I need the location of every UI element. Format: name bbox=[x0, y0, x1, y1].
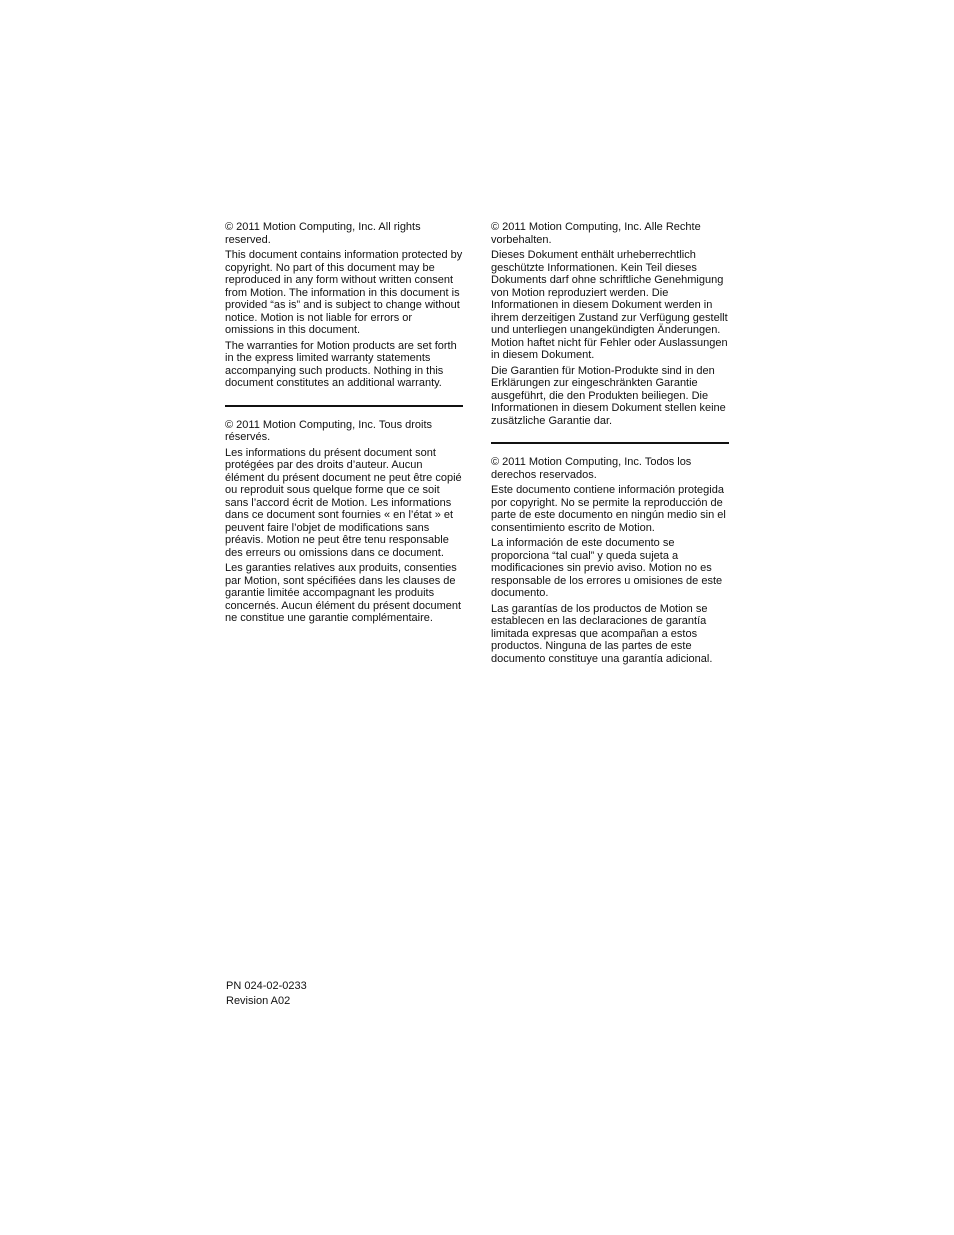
spanish-paragraph-warranty: Las garantías de los productos de Motion se establecen en las declaraciones de garantía limitada expresas que acompañan a estos productos. Ninguna de las partes de este documento constituye una garantía adicional. bbox=[491, 602, 713, 665]
part-number: PN 024-02-0233 bbox=[226, 980, 307, 992]
section-divider bbox=[491, 442, 729, 444]
section-divider bbox=[225, 405, 463, 407]
spanish-copyright: © 2011 Motion Computing, Inc. Todos los derechos reservados. bbox=[491, 456, 692, 481]
spanish-paragraph-as-is: La información de este documento se proporciona “tal cual” y queda sujeta a modificaciones sin previo aviso. Motion no es responsable de los errores u omisiones de este documento. bbox=[491, 537, 723, 599]
german-paragraph-copyright: Dieses Dokument enthält urheberrechtlich geschützte Informationen. Kein Teil dieses Dokuments darf ohne schriftliche Genehmigung von Motion reproduziert werden. Die Informationen in diesem Dokument werden in ihrem derzeitigen Zustand zur Verfügung gestellt und unterliegen unangekündigten Änderungen. Motion haftet nicht für Fehler oder Auslassungen in diesem Dokument. bbox=[491, 249, 728, 361]
spanish-paragraph-copyright: Este documento contiene información protegida por copyright. No se permite la reproducción de parte de este documento en ningún medio sin el consentimiento escrito de Motion. bbox=[491, 484, 726, 534]
spanish-notice bbox=[491, 456, 729, 665]
revision-number: Revision A02 bbox=[226, 995, 291, 1007]
german-copyright: © 2011 Motion Computing, Inc. Alle Rechte vorbehalten. bbox=[491, 221, 701, 246]
english-notice bbox=[225, 221, 463, 390]
left-column bbox=[225, 221, 463, 628]
english-paragraph-warranty: The warranties for Motion products are set forth in the express limited warranty statements accompanying such products. Nothing in this document constitutes an additional warranty. bbox=[225, 339, 457, 389]
french-notice bbox=[225, 419, 463, 625]
english-copyright: © 2011 Motion Computing, Inc. All rights reserved. bbox=[225, 221, 421, 246]
french-paragraph-copyright: Les informations du présent document sont protégées par des droits d’auteur. Aucun élément du présent document ne peut être copié ou reproduit sous quelque forme que ce soit sans l’accord écrit de Motion. Les informations dans ce document sont fournies « en l’état » et peuvent faire l’objet de modifications sans préavis. Motion ne peut être tenu responsable des erreurs ou omissions dans ce document. bbox=[225, 446, 462, 559]
english-paragraph-copyright: This document contains information protected by copyright. No part of this document may be reproduced in any form without written consent from Motion. The information in this document is provided “as is” and is subject to change without notice. Motion is not liable for errors or omissions in this document. bbox=[225, 249, 463, 336]
right-column bbox=[491, 221, 729, 668]
german-paragraph-warranty: Die Garantien für Motion-Produkte sind in den Erklärungen zur eingeschränkten Garantie ausgeführt, die den Produkten beiliegen. Die Informationen in diesem Dokument stellen keine zusätzliche Garantie dar. bbox=[491, 364, 726, 427]
german-notice bbox=[491, 221, 729, 427]
french-copyright: © 2011 Motion Computing, Inc. Tous droits réservés. bbox=[225, 418, 433, 443]
document-footer bbox=[226, 979, 307, 1009]
french-paragraph-warranty: Les garanties relatives aux produits, consenties par Motion, sont spécifiées dans les clauses de garantie limitée accompagnant les produits concernés. Aucun élément du présent document ne constitue une garantie complémentaire. bbox=[225, 562, 462, 624]
